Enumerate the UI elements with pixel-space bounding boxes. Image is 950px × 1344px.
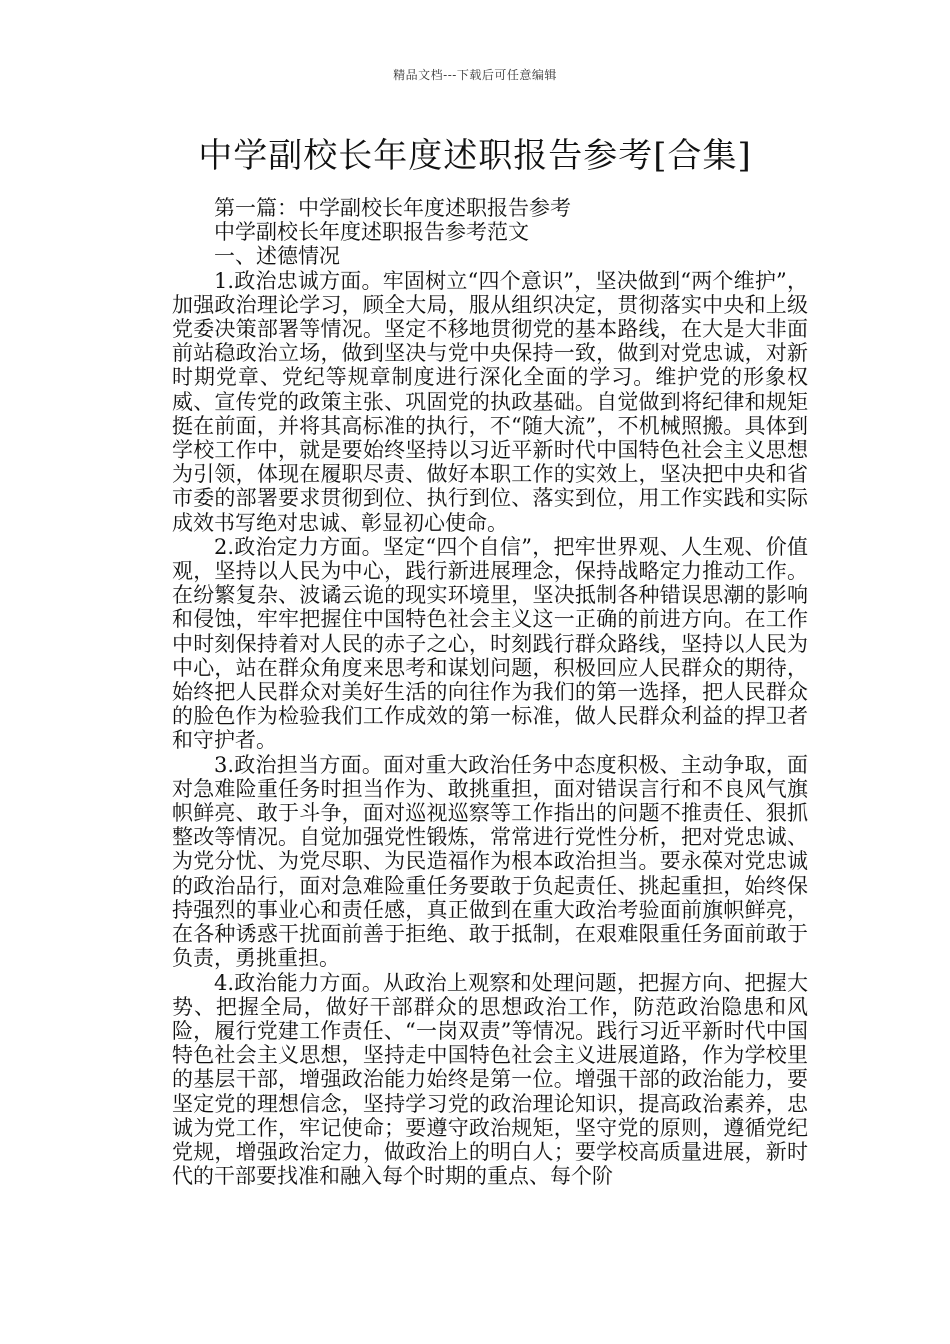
paragraph-political-determination: 2.政治定力方面。坚定“四个自信”，把牢世界观、人生观、价值观，坚持以人民为中心，践行新进展理念，保持战略定力推动工作。在纷繁复杂、波谲云诡的现实环境里，坚决抵制各种错误思潮的影响和侵蚀，牢牢把握住中国特色社会主义这一正确的前进方向。在工作中时刻保持着对人民的赤子之心，时刻践行群众路线，坚持以人民为中心，站在群众角度来思考和谋划问题，积极回应人民群众的期待，始终把人民群众对美好生活的向往作为我们的第一选择，把人民群众的脸色作为检验我们工作成效的第一标准，做人民群众利益的捍卫者和守护者。 xyxy=(172,534,808,753)
document-body xyxy=(172,196,808,1188)
header-note: 精品文档---下载后可任意编辑 xyxy=(393,68,557,82)
paragraph-political-loyalty: 1.政治忠诚方面。牢固树立“四个意识”，坚决做到“两个维护”，加强政治理论学习，顾全大局，服从组织决定，贯彻落实中央和上级党委决策部署等情况。坚定不移地贯彻党的基本路线，在大是大非面前站稳政治立场，做到坚决与党中央保持一致，做到对党忠诚，对新时期党章、党纪等规章制度进行深化全面的学习。维护党的形象权威、宣传党的政策主张、巩固党的执政基础。自觉做到将纪律和规矩挺在前面，并将其高标准的执行，不“随大流”，不机械照搬。具体到学校工作中，就是要始终坚持以习近平新时代中国特色社会主义思想为引领，体现在履职尽责、做好本职工作的实效上，坚决把中央和省市委的部署要求贯彻到位、执行到位、落实到位，用工作实践和实际成效书写绝对忠诚、彰显初心使命。 xyxy=(172,268,808,535)
paragraph-political-ability: 4.政治能力方面。从政治上观察和处理问题，把握方向、把握大势、把握全局，做好干部群众的思想政治工作，防范政治隐患和风险，履行党建工作责任、“一岗双责”等情况。践行习近平新时代中国特色社会主义思想，坚持走中国特色社会主义进展道路，作为学校里的基层干部，增强政治能力始终是第一位。增强干部的政治能力，要坚定党的理想信念，坚持学习党的政治理论知识，提高政治素养，忠诚为党工作，牢记使命；要遵守政治规矩，坚守党的原则，遵循党纪党规，增强政治定力，做政治上的明白人；要学校高质量进展，新时代的干部要找准和融入每个时期的重点、每个阶 xyxy=(172,970,808,1189)
paragraph-political-responsibility: 3.政治担当方面。面对重大政治任务中态度积极、主动争取，面对急难险重任务时担当作为、敢挑重担，面对错误言行和不良风气旗帜鲜亮、敢于斗争，面对巡视巡察等工作指出的问题不推责任、狠抓整改等情况。自觉加强党性锻炼，常常进行党性分析，把对党忠诚、为党分忧、为党尽职、为民造福作为根本政治担当。要永葆对党忠诚的政治品行，面对急难险重任务要敢于负起责任、挑起重担，始终保持强烈的事业心和责任感，真正做到在重大政治考验面前旗帜鲜亮，在各种诱惑干扰面前善于拒绝、敢于抵制，在艰难限重任务面前敢于负责，勇挑重担。 xyxy=(172,752,808,971)
document-title: 中学副校长年度述职报告参考[合集] xyxy=(198,136,752,176)
section-heading-first: 第一篇：中学副校长年度述职报告参考 xyxy=(214,196,571,220)
section-heading-moral: 一、述德情况 xyxy=(214,244,340,269)
subtitle: 中学副校长年度述职报告参考范文 xyxy=(214,220,529,245)
